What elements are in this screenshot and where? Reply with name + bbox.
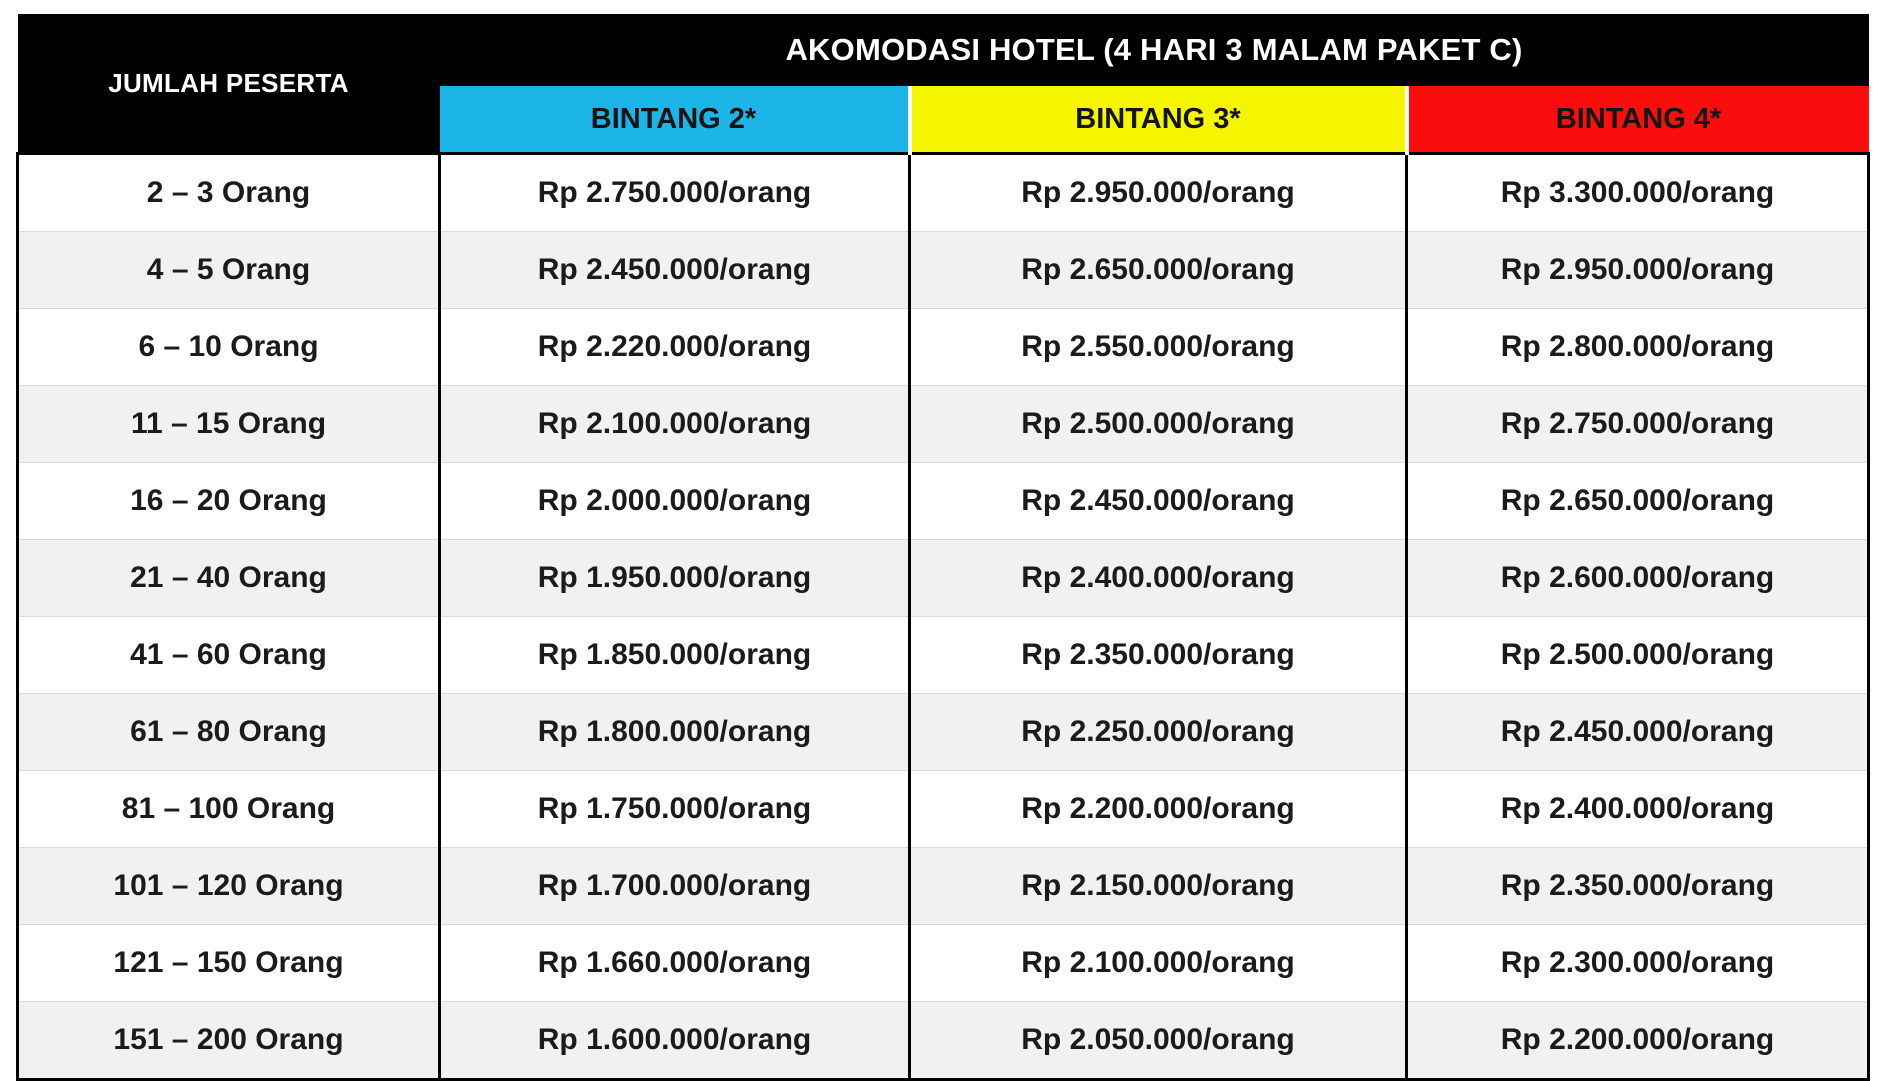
cell-price-bintang-3: Rp 2.350.000/orang xyxy=(910,617,1407,694)
header-main-title: AKOMODASI HOTEL (4 HARI 3 MALAM PAKET C) xyxy=(440,14,1869,86)
cell-price-bintang-4: Rp 2.650.000/orang xyxy=(1407,463,1869,540)
cell-jumlah-peserta: 16 – 20 Orang xyxy=(18,463,440,540)
cell-jumlah-peserta: 11 – 15 Orang xyxy=(18,386,440,463)
cell-jumlah-peserta: 81 – 100 Orang xyxy=(18,771,440,848)
header-bintang-3-label: BINTANG 3* xyxy=(1075,102,1241,135)
cell-price-bintang-2: Rp 1.600.000/orang xyxy=(440,1002,910,1080)
cell-jumlah-peserta: 41 – 60 Orang xyxy=(18,617,440,694)
cell-price-bintang-4: Rp 2.450.000/orang xyxy=(1407,694,1869,771)
cell-price-bintang-4: Rp 2.800.000/orang xyxy=(1407,309,1869,386)
cell-price-bintang-4: Rp 2.400.000/orang xyxy=(1407,771,1869,848)
cell-price-bintang-3: Rp 2.450.000/orang xyxy=(910,463,1407,540)
table-row xyxy=(18,386,1869,463)
table-row xyxy=(18,925,1869,1002)
cell-price-bintang-4: Rp 2.500.000/orang xyxy=(1407,617,1869,694)
header-bintang-3 xyxy=(910,86,1407,154)
cell-price-bintang-4: Rp 2.600.000/orang xyxy=(1407,540,1869,617)
table-row xyxy=(18,771,1869,848)
table-row xyxy=(18,463,1869,540)
cell-price-bintang-3: Rp 2.500.000/orang xyxy=(910,386,1407,463)
table-row xyxy=(18,154,1869,232)
header-jumlah-peserta: JUMLAH PESERTA xyxy=(18,14,440,154)
header-bintang-2-label: BINTANG 2* xyxy=(590,102,757,135)
cell-price-bintang-2: Rp 1.850.000/orang xyxy=(440,617,910,694)
cell-price-bintang-3: Rp 2.250.000/orang xyxy=(910,694,1407,771)
cell-price-bintang-2: Rp 1.950.000/orang xyxy=(440,540,910,617)
table-row xyxy=(18,540,1869,617)
cell-jumlah-peserta: 4 – 5 Orang xyxy=(18,232,440,309)
cell-price-bintang-4: Rp 2.750.000/orang xyxy=(1407,386,1869,463)
cell-price-bintang-4: Rp 2.350.000/orang xyxy=(1407,848,1869,925)
cell-price-bintang-2: Rp 1.750.000/orang xyxy=(440,771,910,848)
cell-jumlah-peserta: 151 – 200 Orang xyxy=(18,1002,440,1080)
cell-price-bintang-4: Rp 3.300.000/orang xyxy=(1407,154,1869,232)
table-row xyxy=(18,848,1869,925)
header-bintang-4 xyxy=(1407,86,1869,154)
cell-price-bintang-3: Rp 2.150.000/orang xyxy=(910,848,1407,925)
cell-price-bintang-3: Rp 2.400.000/orang xyxy=(910,540,1407,617)
accommodation-price-table xyxy=(16,14,1870,1081)
cell-price-bintang-3: Rp 2.100.000/orang xyxy=(910,925,1407,1002)
cell-jumlah-peserta: 101 – 120 Orang xyxy=(18,848,440,925)
cell-price-bintang-4: Rp 2.200.000/orang xyxy=(1407,1002,1869,1080)
cell-price-bintang-2: Rp 2.450.000/orang xyxy=(440,232,910,309)
cell-price-bintang-2: Rp 2.000.000/orang xyxy=(440,463,910,540)
header-bintang-2 xyxy=(440,86,910,154)
cell-jumlah-peserta: 6 – 10 Orang xyxy=(18,309,440,386)
table-row xyxy=(18,617,1869,694)
cell-price-bintang-3: Rp 2.200.000/orang xyxy=(910,771,1407,848)
table-row xyxy=(18,1002,1869,1080)
cell-price-bintang-3: Rp 2.550.000/orang xyxy=(910,309,1407,386)
cell-price-bintang-2: Rp 2.220.000/orang xyxy=(440,309,910,386)
cell-price-bintang-2: Rp 2.100.000/orang xyxy=(440,386,910,463)
table-row xyxy=(18,309,1869,386)
cell-price-bintang-3: Rp 2.050.000/orang xyxy=(910,1002,1407,1080)
cell-jumlah-peserta: 121 – 150 Orang xyxy=(18,925,440,1002)
cell-price-bintang-3: Rp 2.650.000/orang xyxy=(910,232,1407,309)
table-body xyxy=(18,154,1869,1080)
cell-price-bintang-2: Rp 1.800.000/orang xyxy=(440,694,910,771)
header-row-title xyxy=(18,14,1869,86)
table-row xyxy=(18,694,1869,771)
table-header xyxy=(18,14,1869,154)
cell-jumlah-peserta: 2 – 3 Orang xyxy=(18,154,440,232)
table-row xyxy=(18,232,1869,309)
cell-price-bintang-4: Rp 2.300.000/orang xyxy=(1407,925,1869,1002)
cell-price-bintang-2: Rp 2.750.000/orang xyxy=(440,154,910,232)
cell-price-bintang-4: Rp 2.950.000/orang xyxy=(1407,232,1869,309)
cell-price-bintang-2: Rp 1.700.000/orang xyxy=(440,848,910,925)
cell-jumlah-peserta: 61 – 80 Orang xyxy=(18,694,440,771)
cell-price-bintang-2: Rp 1.660.000/orang xyxy=(440,925,910,1002)
header-bintang-4-label: BINTANG 4* xyxy=(1555,102,1722,135)
cell-jumlah-peserta: 21 – 40 Orang xyxy=(18,540,440,617)
cell-price-bintang-3: Rp 2.950.000/orang xyxy=(910,154,1407,232)
